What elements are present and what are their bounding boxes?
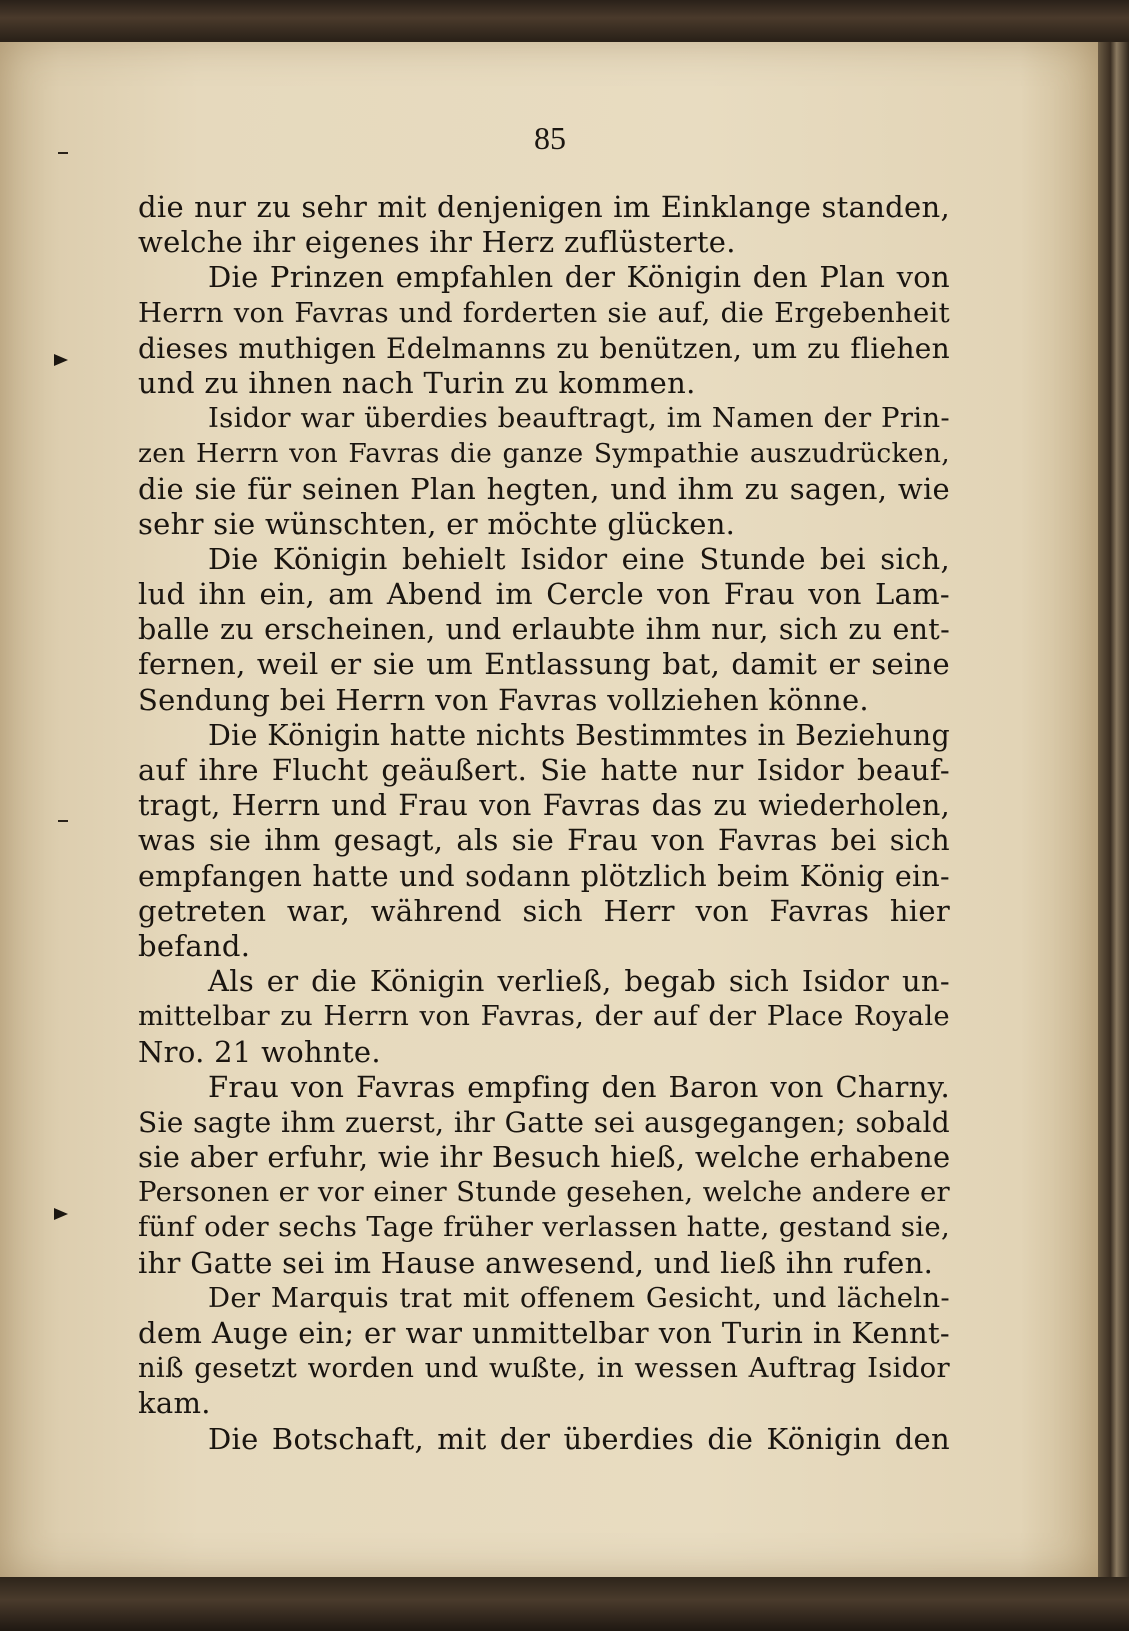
text-line: Die Königin hatte nichts Bestimmtes in Beziehung bbox=[208, 718, 950, 752]
page-edge-shadow bbox=[1098, 42, 1129, 1577]
text-line: Die Prinzen empfahlen der Königin den Plan von bbox=[208, 260, 950, 295]
text-line: Sie sagte ihm zuerst, ihr Gatte sei ausgegangen; sobald bbox=[138, 1105, 950, 1139]
page-number: 85 bbox=[534, 120, 566, 156]
text-line: Der Marquis trat mit offenem Gesicht, und lächeln- bbox=[208, 1281, 950, 1314]
text-line: Personen er vor einer Stunde gesehen, welche andere er bbox=[138, 1176, 950, 1209]
text-line: mittelbar zu Herrn von Favras, der auf der Place Royale bbox=[138, 1000, 950, 1033]
text-line: dieses muthigen Edelmanns zu benützen, um zu fliehen bbox=[138, 331, 950, 365]
margin-arrow-mark bbox=[54, 1208, 68, 1220]
text-line: Frau von Favras empfing den Baron von Charny. bbox=[208, 1069, 950, 1104]
text-line: lud ihn ein, am Abend im Cercle von Frau von Lam- bbox=[138, 577, 950, 612]
text-line: befand. bbox=[138, 928, 251, 963]
text-line: dem Auge ein; er war unmittelbar von Turin in Kennt- bbox=[138, 1316, 950, 1350]
margin-arrow-mark bbox=[54, 354, 68, 366]
page-body-text bbox=[138, 190, 950, 1457]
text-line: sie aber erfuhr, wie ihr Besuch hieß, welche erhabene bbox=[138, 1140, 951, 1175]
text-line: kam. bbox=[138, 1386, 211, 1421]
text-line: Die Botschaft, mit der überdies die Königin den bbox=[208, 1421, 950, 1456]
text-line: fernen, weil er sie um Entlassung bat, damit er seine bbox=[138, 647, 950, 682]
margin-dash-mark bbox=[58, 152, 68, 154]
text-line: Sendung bei Herrn von Favras vollziehen könne. bbox=[138, 682, 869, 717]
text-line: balle zu erscheinen, und erlaubte ihm nur, sich zu ent- bbox=[138, 613, 950, 647]
text-line: Isidor war überdies beauftragt, im Namen der Prin- bbox=[208, 402, 950, 435]
text-line: tragt, Herrn und Frau von Favras das zu wiederholen, bbox=[138, 789, 950, 823]
text-line: Als er die Königin verließ, begab sich Isidor un- bbox=[208, 964, 950, 999]
text-line: fünf oder sechs Tage früher verlassen hatte, gestand sie, bbox=[138, 1211, 950, 1244]
text-line: auf ihre Flucht geäußert. Sie hatte nur Isidor beauf- bbox=[138, 753, 950, 787]
text-line: getreten war, während sich Herr von Favras hier bbox=[138, 893, 950, 928]
text-line: zen Herrn von Favras die ganze Sympathie auszudrücken, bbox=[138, 438, 950, 470]
text-line: Die Königin behielt Isidor eine Stunde bei sich, bbox=[208, 541, 950, 576]
text-line: die nur zu sehr mit denjenigen im Einklange standen, bbox=[138, 190, 950, 224]
text-line: empfangen hatte und sodann plötzlich beim König ein- bbox=[138, 859, 950, 893]
text-line: Nro. 21 wohnte. bbox=[138, 1034, 381, 1069]
text-line: sehr sie wünschten, er möchte glücken. bbox=[138, 506, 736, 541]
text-line: ihr Gatte sei im Hause anwesend, und ließ ihn rufen. bbox=[138, 1245, 934, 1280]
text-line: niß gesetzt worden und wußte, in wessen Auftrag Isidor bbox=[138, 1352, 950, 1385]
margin-dash-mark bbox=[58, 820, 68, 822]
text-line: welche ihr eigenes ihr Herz zuflüsterte. bbox=[138, 225, 736, 260]
text-line: und zu ihnen nach Turin zu kommen. bbox=[138, 365, 696, 400]
text-line: was sie ihm gesagt, als sie Frau von Favras bei sich bbox=[138, 823, 950, 858]
text-line: die sie für seinen Plan hegten, und ihm zu sagen, wie bbox=[138, 471, 950, 506]
text-line: Herrn von Favras und forderten sie auf, die Ergebenheit bbox=[138, 296, 950, 329]
